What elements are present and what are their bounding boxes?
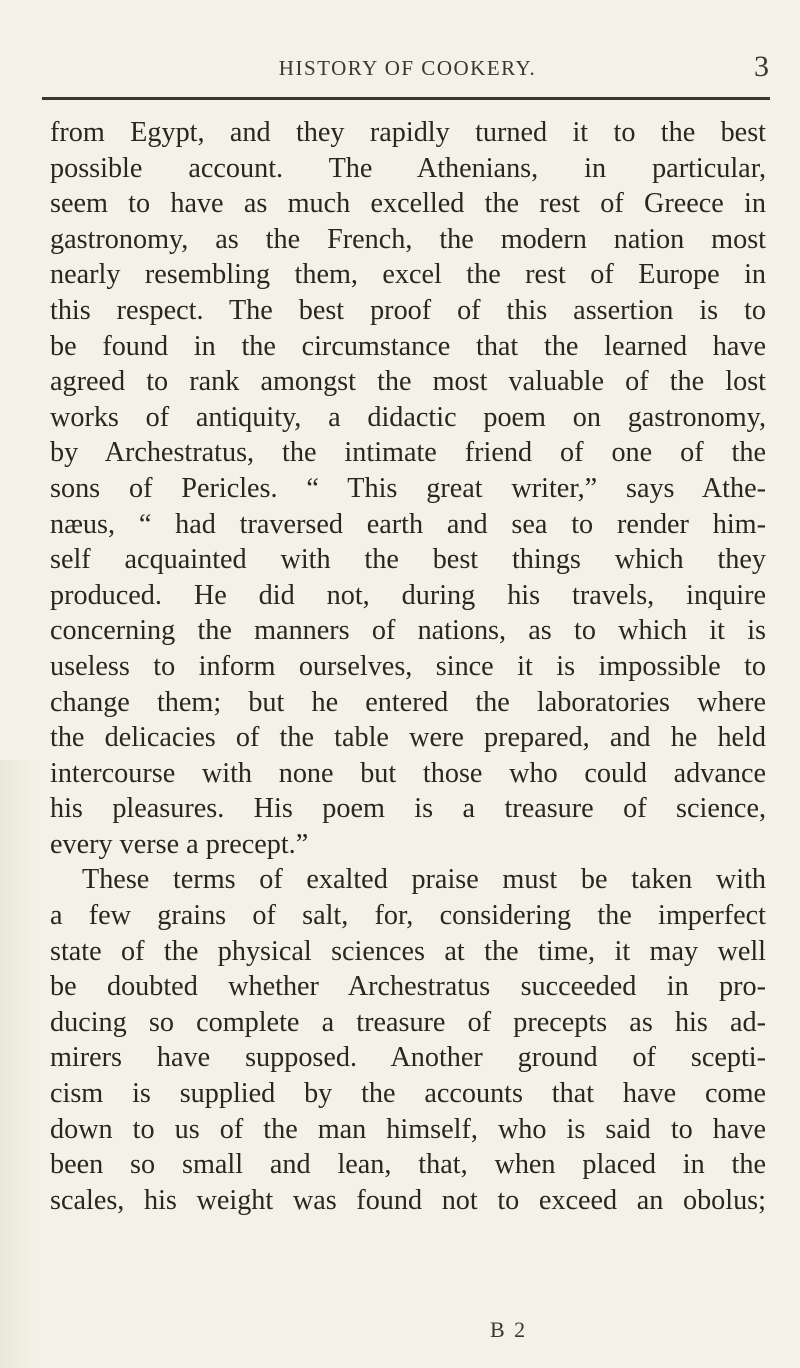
text-line: mirers have supposed. Another ground of scepti- [50,1042,766,1074]
text-line: nearly resembling them, excel the rest of Europe in [50,259,766,291]
text-line: be found in the circumstance that the learned have [50,330,766,362]
running-title: HISTORY OF COOKERY. [278,56,537,80]
text-line: agreed to rank amongst the most valuable of the lost [50,366,766,398]
text-line: gastronomy, as the French, the modern nation most [50,223,766,255]
page-edge-shadow [0,760,34,1368]
page-number: 3 [754,50,769,83]
text-line: intercourse with none but those who could advance [50,757,766,789]
text-line: næus, “ had traversed earth and sea to render him- [50,508,766,540]
text-line: scales, his weight was found not to exceed an obolus; [50,1184,766,1216]
text-line: seem to have as much excelled the rest of Greece in [50,188,766,220]
page-header [40,50,775,96]
text-line: self acquainted with the best things which they [50,544,766,576]
paragraph-end-line: every verse a precept.” [50,828,309,860]
header-rule [42,97,770,100]
text-line: be doubted whether Archestratus succeeded in pro- [50,971,766,1003]
text-line: concerning the manners of nations, as to which it is [50,615,766,647]
body-text [50,115,766,1218]
text-line: change them; but he entered the laboratories where [50,686,766,718]
text-line: possible account. The Athenians, in particular, [50,152,766,184]
text-line: produced. He did not, during his travels, inquire [50,579,766,611]
text-line: down to us of the man himself, who is said to have [50,1113,766,1145]
text-line: works of antiquity, a didactic poem on gastronomy, [50,401,766,433]
text-line: his pleasures. His poem is a treasure of science, [50,793,766,825]
text-line: state of the physical sciences at the time, it may well [50,935,766,967]
text-line: this respect. The best proof of this assertion is to [50,294,766,326]
text-line: been so small and lean, that, when placed in the [50,1149,766,1181]
signature-mark: B 2 [490,1317,528,1342]
text-line: ducing so complete a treasure of precepts as his ad- [50,1006,766,1038]
paragraph-start-line: These terms of exalted praise must be taken with [82,864,766,896]
text-line: cism is supplied by the accounts that have come [50,1078,766,1110]
text-line: by Archestratus, the intimate friend of one of the [50,437,766,469]
text-line: from Egypt, and they rapidly turned it to the best [50,117,766,148]
text-line: a few grains of salt, for, considering the imperfect [50,900,766,932]
text-line: useless to inform ourselves, since it is impossible to [50,650,766,682]
text-line: sons of Pericles. “ This great writer,” says Athe- [50,472,766,504]
text-line: the delicacies of the table were prepared, and he held [50,722,766,754]
